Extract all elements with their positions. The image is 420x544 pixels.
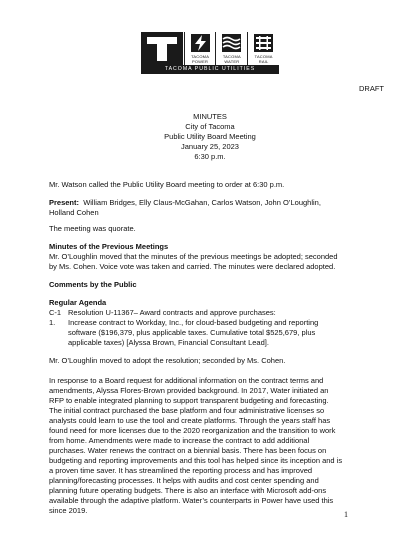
- agenda-item-number: C-1: [49, 308, 62, 317]
- tacoma-rail-unit: [247, 32, 279, 65]
- previous-minutes-line1: Mr. O’Loughlin moved that the minutes of the previous meetings be adopted; seconded: [49, 252, 338, 261]
- header-title: MINUTES: [193, 112, 227, 121]
- discussion-line: purchases. Water renews the contract on a biennial basis. There has been focus on: [49, 446, 327, 455]
- header-city: City of Tacoma: [185, 122, 235, 131]
- discussion-line: RFP to enable integrated planning to support transparent budgeting and forecasting.: [49, 396, 329, 405]
- rail-tracks-icon: [254, 34, 273, 52]
- sub-item-number: 1.: [49, 318, 56, 327]
- water-waves-icon: [222, 34, 241, 52]
- present-names-line2: Holland Cohen: [49, 208, 99, 217]
- t-logo-mark: [141, 32, 184, 65]
- tacoma-power-unit: [184, 32, 216, 65]
- unit-label-line1: TACOMA: [254, 54, 273, 60]
- previous-minutes-heading: Minutes of the Previous Meetings: [49, 242, 169, 251]
- header-meeting: Public Utility Board Meeting: [164, 132, 256, 141]
- regular-agenda-heading: Regular Agenda: [49, 298, 107, 307]
- discussion-paragraph: [49, 376, 384, 516]
- page-number: 1: [344, 510, 348, 519]
- draft-label: DRAFT: [359, 84, 384, 93]
- discussion-line: available through the adaptive platform. Water’s counterparts in Power have used this: [49, 496, 334, 505]
- agenda-item-title: Resolution U-11367– Award contracts and approve purchases:: [68, 308, 276, 317]
- discussion-line: budgeting and reporting improvements and this tool has helped since its inception and is: [49, 456, 343, 465]
- sub-item-line1: Increase contract to Workday, Inc., for cloud-based budgeting and reporting: [68, 318, 319, 327]
- discussion-line: analysts could learn to use the tool and create platforms. Through the years staff has: [49, 416, 331, 425]
- tacoma-public-utilities-logo: [141, 32, 279, 74]
- discussion-line: amendments, Alyssa Flores-Brown provided background. In 2017, Water initiated an: [49, 386, 329, 395]
- discussion-line: The initial contract purchased the base platform and four administrative licenses so: [49, 406, 325, 415]
- discussion-line: found need for more licenses due to the 2020 reorganization and the transition to work: [49, 426, 336, 435]
- header-time: 6:30 p.m.: [194, 152, 226, 161]
- unit-label-line1: TACOMA: [191, 54, 210, 60]
- unit-label-line2: WATER: [224, 58, 240, 64]
- discussion-line: planning/forecasting processes. It helps with audits and cost center spending and: [49, 476, 319, 485]
- power-lightning-icon: [191, 34, 210, 52]
- sub-item-line2: software ($196,379, plus applicable taxes. Cumulative total $525,679, plus: [68, 328, 316, 337]
- discussion-line: planning future operating budgets. There is also an interface with Microsoft add-ons: [49, 486, 327, 495]
- unit-label-line2: RAIL: [258, 58, 269, 64]
- motion-statement: Mr. O’Loughlin moved to adopt the resolution; seconded by Ms. Cohen.: [49, 356, 286, 365]
- discussion-line: from home. Amendments were made to increase the contract to add additional: [49, 436, 310, 445]
- unit-label-line2: POWER: [192, 58, 209, 64]
- header-date: January 25, 2023: [181, 142, 239, 151]
- discussion-line: In response to a Board request for additional information on the contract terms and: [49, 376, 324, 385]
- discussion-line: a proven time saver. It has streamlined the reporting process and has improved: [49, 466, 313, 475]
- previous-minutes-line2: by Ms. Cohen. Voice vote was taken and carried. The minutes were declared adopted.: [49, 262, 336, 271]
- present-label: Present:: [49, 198, 80, 207]
- previous-minutes-section: [49, 242, 384, 272]
- regular-agenda-section: [49, 298, 384, 347]
- sub-item-line3: applicable taxes) [Alyssa Brown, Financial Consultant Lead].: [68, 338, 269, 347]
- unit-label-line1: TACOMA: [222, 54, 241, 60]
- sub-item-text: [68, 318, 384, 348]
- present-section: [49, 198, 384, 218]
- present-names-line1: William Bridges, Elly Claus-McGahan, Carlos Watson, John O’Loughlin,: [83, 198, 321, 207]
- discussion-line: since 2019.: [49, 506, 88, 515]
- minutes-header: [0, 112, 420, 162]
- logo-bar-text: TACOMA PUBLIC UTILITIES: [141, 65, 279, 74]
- quorate-statement: The meeting was quorate.: [49, 224, 136, 233]
- call-to-order: Mr. Watson called the Public Utility Board meeting to order at 6:30 p.m.: [49, 180, 285, 189]
- comments-heading: Comments by the Public: [49, 280, 137, 289]
- tacoma-water-unit: [215, 32, 247, 65]
